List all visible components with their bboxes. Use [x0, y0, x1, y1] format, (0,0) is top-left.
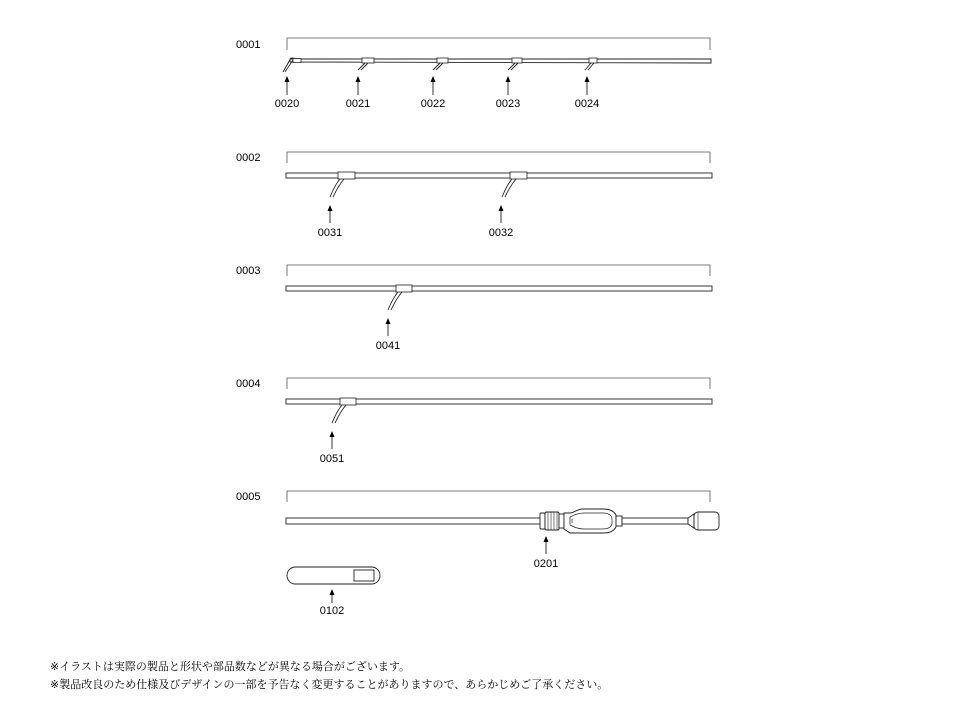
callout-arrow [328, 205, 333, 223]
part-number: 0031 [317, 227, 343, 239]
callout-arrow [285, 76, 290, 95]
section-label: 0004 [236, 378, 261, 390]
part-number: 0024 [574, 98, 600, 110]
part-number: 0023 [495, 98, 521, 110]
disclaimer-notes [50, 658, 608, 694]
part-number: 0022 [420, 98, 446, 110]
callout-arrow [356, 76, 361, 95]
section-bracket [287, 152, 710, 163]
callout-arrow [431, 76, 436, 95]
section-label: 0005 [236, 491, 261, 503]
butt-cap [694, 512, 719, 530]
belt-buckle [354, 570, 374, 581]
callout-arrow [506, 76, 511, 95]
section-bracket [287, 378, 710, 389]
part-number: 0032 [488, 227, 514, 239]
part-number: 0201 [533, 558, 559, 570]
part-number: 0102 [319, 605, 345, 617]
reel-seat [540, 509, 616, 533]
callout-arrow [330, 431, 335, 449]
rear-handle [616, 514, 694, 528]
part-number: 0051 [319, 453, 345, 465]
section-label: 0001 [236, 39, 261, 51]
section-0004 [236, 378, 712, 465]
part-number: 0021 [345, 98, 371, 110]
disclaimer-note: ※イラストは実際の製品と形状や部品数などが異なる場合がございます。 [50, 661, 411, 673]
rod-blank [286, 286, 712, 291]
disclaimer-note: ※製品改良のため仕様及びデザインの一部を予告なく変更することがありますので、あらかじめご了承ください。 [50, 679, 609, 691]
section-0002 [236, 152, 712, 239]
rod-blank [286, 518, 542, 524]
section-bracket [287, 38, 710, 50]
section-0003 [236, 265, 712, 352]
section-0001 [236, 38, 711, 110]
part-number: 0041 [375, 340, 401, 352]
section-bracket [287, 491, 710, 502]
part-number: 0020 [274, 98, 300, 110]
section-0005 [236, 491, 719, 570]
callout-arrow [585, 76, 590, 95]
callout-arrow [544, 536, 549, 554]
callout-arrow [386, 318, 391, 336]
callout-arrow [499, 205, 504, 223]
rod-belt-accessory [287, 567, 380, 617]
callout-arrow [330, 589, 335, 603]
section-label: 0003 [236, 265, 261, 277]
section-bracket [287, 265, 710, 276]
rod-blank [290, 59, 711, 63]
section-label: 0002 [236, 152, 261, 164]
